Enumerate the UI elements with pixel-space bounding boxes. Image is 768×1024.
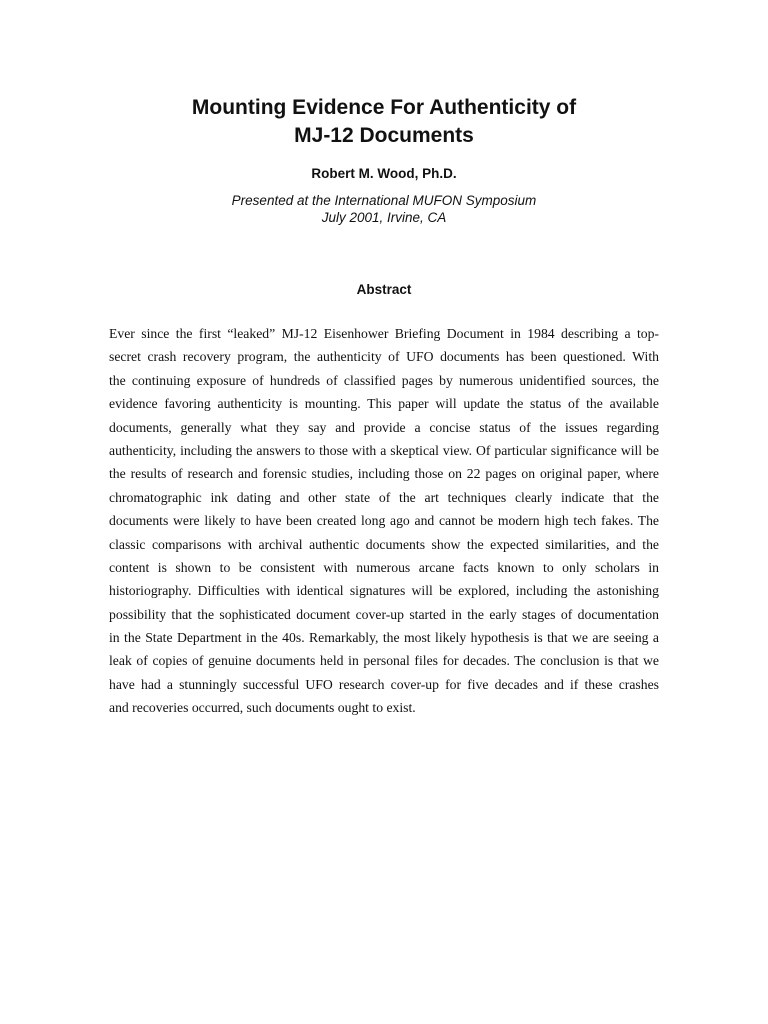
title-line-2: MJ-12 Documents: [294, 124, 474, 147]
abstract-line: authenticity, including the answers to those with a skeptical view. Of particular significance will be: [109, 442, 659, 458]
venue-line-2: July 2001, Irvine, CA: [321, 210, 447, 225]
abstract-line: the continuing exposure of hundreds of classified pages by numerous unidentified sources, the: [109, 372, 659, 388]
abstract-line: leak of copies of genuine documents held in personal files for decades. The conclusion is that we: [109, 653, 659, 669]
abstract-line: historiography. Difficulties with identical signatures will be explored, including the astonishing: [109, 583, 659, 599]
abstract-line: secret crash recovery program, the authenticity of UFO documents has been questioned. With: [109, 349, 659, 365]
author-name: Robert M. Wood, Ph.D.: [311, 166, 457, 181]
abstract-line: evidence favoring authenticity is mounting. This paper will update the status of the available: [109, 396, 659, 412]
abstract-line: in the State Department in the 40s. Remarkably, the most likely hypothesis is that we are seeing a: [109, 630, 659, 646]
abstract-line: and recoveries occurred, such documents ought to exist.: [109, 700, 416, 716]
abstract-line: have had a stunningly successful UFO research cover-up for five decades and if these crashes: [109, 676, 659, 692]
abstract-line: content is shown to be consistent with numerous arcane facts known to only scholars in: [109, 559, 659, 575]
venue-line-1: Presented at the International MUFON Symposium: [231, 193, 537, 208]
abstract-line: classic comparisons with archival authentic documents show the expected similarities, and the: [109, 536, 659, 552]
abstract-line: chromatographic ink dating and other state of the art techniques clearly indicate that the: [109, 489, 659, 505]
abstract-line: documents, generally what they say and provide a concise status of the issues regarding: [109, 419, 659, 435]
abstract-body: [109, 322, 659, 720]
abstract-line: Ever since the first “leaked” MJ-12 Eisenhower Briefing Document in 1984 describing a top-: [109, 326, 659, 341]
title-line-1: Mounting Evidence For Authenticity of: [191, 96, 577, 119]
abstract-heading: Abstract: [356, 282, 412, 297]
abstract-line: possibility that the sophisticated document cover-up started in the early stages of documentation: [109, 606, 659, 622]
abstract-line: documents were likely to have been created long ago and cannot be modern high tech fakes. The: [109, 513, 659, 529]
abstract-line: the results of research and forensic studies, including those on 22 pages on original paper, where: [109, 466, 659, 482]
